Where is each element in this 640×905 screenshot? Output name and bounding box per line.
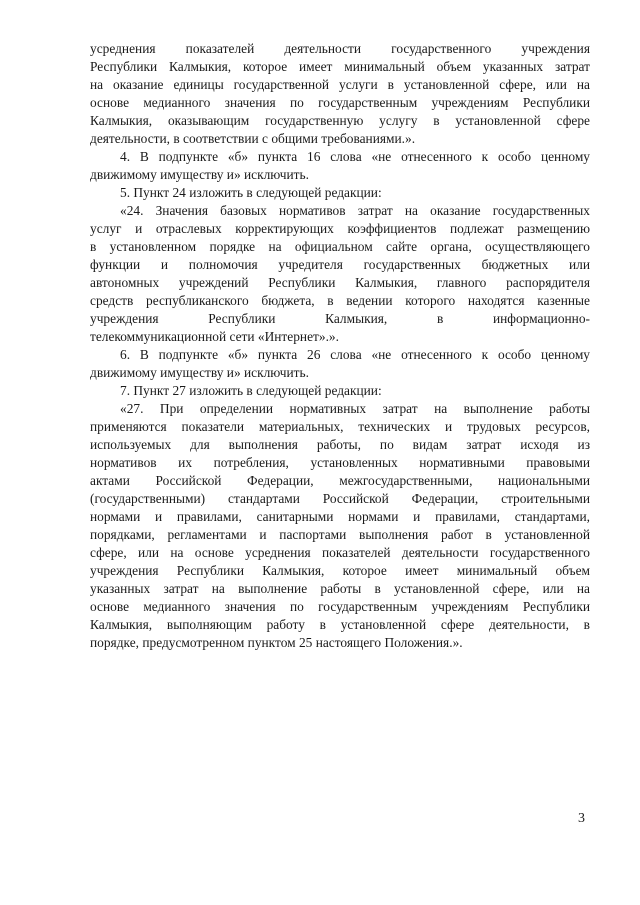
text-line: Калмыкия, выполняющим работу в установленной сфере деятельности, в (90, 617, 590, 632)
text-line: основе медианного значения по государственным учреждениям Республики (90, 599, 590, 614)
page-number: 3 (578, 811, 585, 826)
text-line: нормативов их потребления, установленных нормативными правовыми (90, 455, 590, 470)
text-line: функции и полномочия учредителя государственных бюджетных или (90, 257, 590, 272)
text-line: порядке, предусмотренном пунктом 25 настоящего Положения.». (90, 635, 463, 650)
text-line: Калмыкия, оказывающим государственную услугу в установленной сфере (90, 113, 590, 128)
text-line: основе медианного значения по государственным учреждениям Республики (90, 95, 590, 110)
text-line: 4. В подпункте «б» пункта 16 слова «не отнесенного к особо ценному (120, 149, 590, 164)
text-line: в установленном порядке на официальном сайте органа, осуществляющего (90, 239, 590, 254)
text-line: «27. При определении нормативных затрат на выполнение работы (120, 401, 590, 416)
text-line: 6. В подпункте «б» пункта 26 слова «не отнесенного к особо ценному (120, 347, 590, 362)
text-line: учреждения Республики Калмыкия, которое имеет минимальный объем (90, 563, 590, 578)
text-line: телекоммуникационной сети «Интернет».». (90, 329, 339, 344)
text-line: на оказание единицы государственной услуги в установленной сфере, или на (90, 77, 590, 92)
text-line: автономных учреждений Республики Калмыкия, главного распорядителя (90, 275, 590, 290)
text-line: порядками, регламентами и паспортами выполнения работ в установленной (90, 527, 590, 542)
text-line: движимому имуществу и» исключить. (90, 365, 309, 380)
text-line: деятельности, в соответствии с общими требованиями.». (90, 131, 416, 146)
text-line: сфере, или на основе усреднения показателей деятельности государственного (90, 545, 590, 560)
text-line: применяются показатели материальных, технических и трудовых ресурсов, (90, 419, 590, 434)
text-line: учреждения Республики Калмыкия, в информационно- (90, 311, 590, 326)
text-line: нормами и правилами, санитарными нормами и правилами, стандартами, (90, 509, 590, 524)
text-line: «24. Значения базовых нормативов затрат на оказание государственных (120, 203, 590, 218)
text-line: средств республиканского бюджета, в ведении которого находятся казенные (90, 293, 590, 308)
text-line: движимому имуществу и» исключить. (90, 167, 309, 182)
text-line: указанных затрат на выполнение работы в установленной сфере, или на (90, 581, 590, 596)
text-line: используемых для выполнения работы, по видам затрат исходя из (90, 437, 590, 452)
text-line: (государственными) стандартами Российской Федерации, строительными (90, 491, 590, 506)
text-line: 7. Пункт 27 изложить в следующей редакции: (120, 383, 382, 398)
text-line: 5. Пункт 24 изложить в следующей редакции: (120, 185, 382, 200)
text-line: Республики Калмыкия, которое имеет минимальный объем указанных затрат (90, 59, 590, 74)
text-line: актами Российской Федерации, межгосударственными, национальными (90, 473, 590, 488)
text-line: услуг и отраслевых корректирующих коэффициентов подлежат размещению (90, 221, 590, 236)
text-line: усреднения показателей деятельности государственного учреждения (90, 41, 590, 56)
